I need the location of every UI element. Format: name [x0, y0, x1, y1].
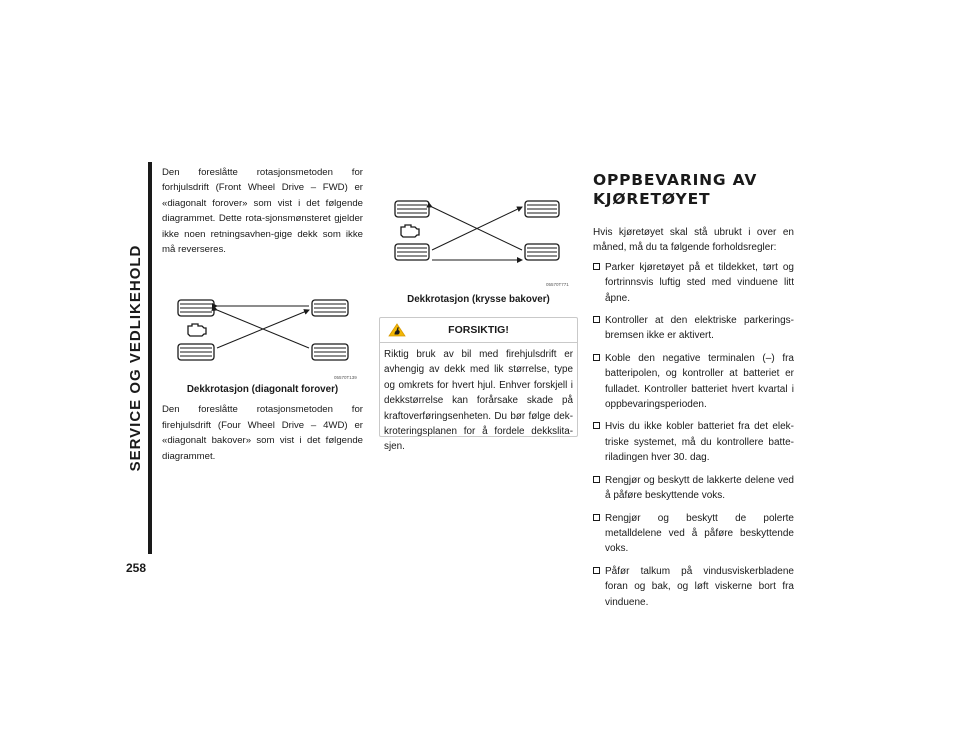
checkbox-bullet-icon — [593, 476, 600, 483]
figure-code-1: 05570T139 — [334, 375, 357, 381]
list-item: Påfør talkum på vindusviskerbladene foran og bak, og løft viskerne bort fra vinduene. — [593, 564, 794, 610]
checkbox-bullet-icon — [593, 422, 600, 429]
storage-intro: Hvis kjøretøyet skal stå ubrukt i over en måned, må du ta følgende forholdsregler: — [593, 227, 794, 254]
tire-front-left — [178, 300, 214, 316]
tire-rear-right-2 — [525, 244, 559, 260]
storage-checklist — [593, 260, 794, 610]
list-item: Parker kjøretøyet på et tildekket, tørt og fortrinnsvis luftig sted med vinduene litt åpne. — [593, 260, 794, 306]
section-heading — [593, 171, 794, 209]
figure-diagonal-forward — [162, 292, 363, 382]
caption-cross-rearward: Dekkrotasjon (krysse bakover) — [407, 294, 550, 305]
tire-rear-left-2 — [395, 244, 429, 260]
caption-diagonal-forward: Dekkrotasjon (diagonalt forover) — [186, 384, 339, 396]
tire-rotation-diagram-4wd — [379, 192, 578, 292]
tire-rear-left — [178, 344, 214, 360]
tire-front-right — [312, 300, 348, 316]
caution-title: FORSIKTIG! — [448, 324, 509, 336]
checkbox-bullet-icon — [593, 263, 600, 270]
tire-front-right-2 — [525, 201, 559, 217]
column-2 — [379, 165, 578, 453]
engine-icon — [188, 324, 206, 336]
list-item: Rengjør og beskytt de lakkerte delene ved å påføre beskyttende voks. — [593, 473, 794, 504]
tire-rear-right — [312, 344, 348, 360]
heading-line-1: OPPBEVARING AV — [593, 171, 758, 189]
checkbox-bullet-icon — [593, 354, 600, 361]
column-3 — [593, 165, 794, 617]
paragraph-4wd: Den foreslåtte rotasjonsmetoden for firehjulsdrift (Four Wheel Drive – 4WD) er «diagonalt bakover» som vist i det følgende diagrammet. — [162, 404, 363, 462]
figure-cross-rearward — [379, 192, 578, 292]
caution-header — [380, 318, 577, 343]
heading-line-2: KJØRETØYET — [593, 190, 711, 208]
list-item: Hvis du ikke kobler batteriet fra det elek-triske systemet, må du kontrollere batte-riladingen hver 30. dag. — [593, 419, 794, 465]
list-item: Rengjør og beskytt de polerte metalldelene ved å påføre beskyttende voks. — [593, 511, 794, 557]
engine-icon-2 — [401, 225, 419, 237]
checkbox-bullet-icon — [593, 316, 600, 323]
list-item: Koble den negative terminalen (–) fra batteripolen, og kontroller at batteriet er fulladet. Kontroller batteriet hvert kvartal i oppbevaringsperioden. — [593, 351, 794, 413]
figure-code-2: 05570T771 — [546, 282, 569, 287]
list-item: Kontroller at den elektriske parkerings-bremsen ikke er aktivert. — [593, 313, 794, 344]
tire-front-left-2 — [395, 201, 429, 217]
page-number: 258 — [126, 561, 147, 575]
sidebar-title: SERVICE OG VEDLIKEHOLD — [127, 244, 144, 472]
tire-rotation-diagram-fwd — [162, 292, 363, 382]
caution-text: Riktig bruk av bil med firehjulsdrift er avhengig av dekk med lik størrelse, type og omkrets for hvert hjul. Enhver forskjell i dekkstørrelse kan forårsake skade på kraftoverføringsenheten. Du bør følge dek-kroteringsplanen for å fordele dekkslita-sjen. — [384, 349, 573, 453]
checkbox-bullet-icon — [593, 567, 600, 574]
sidebar-tab — [126, 162, 152, 554]
caution-box — [379, 317, 578, 453]
checkbox-bullet-icon — [593, 514, 600, 521]
paragraph-fwd: Den foreslåtte rotasjonsmetoden for forhjulsdrift (Front Wheel Drive – FWD) er «diagonalt forover» som vist i det følgende diagrammet. Dette rota-sjonsmønsteret gjelder ikke noen retningsavhen-gige dekk som ikke må reverseres. — [162, 167, 363, 256]
column-1 — [162, 165, 363, 464]
